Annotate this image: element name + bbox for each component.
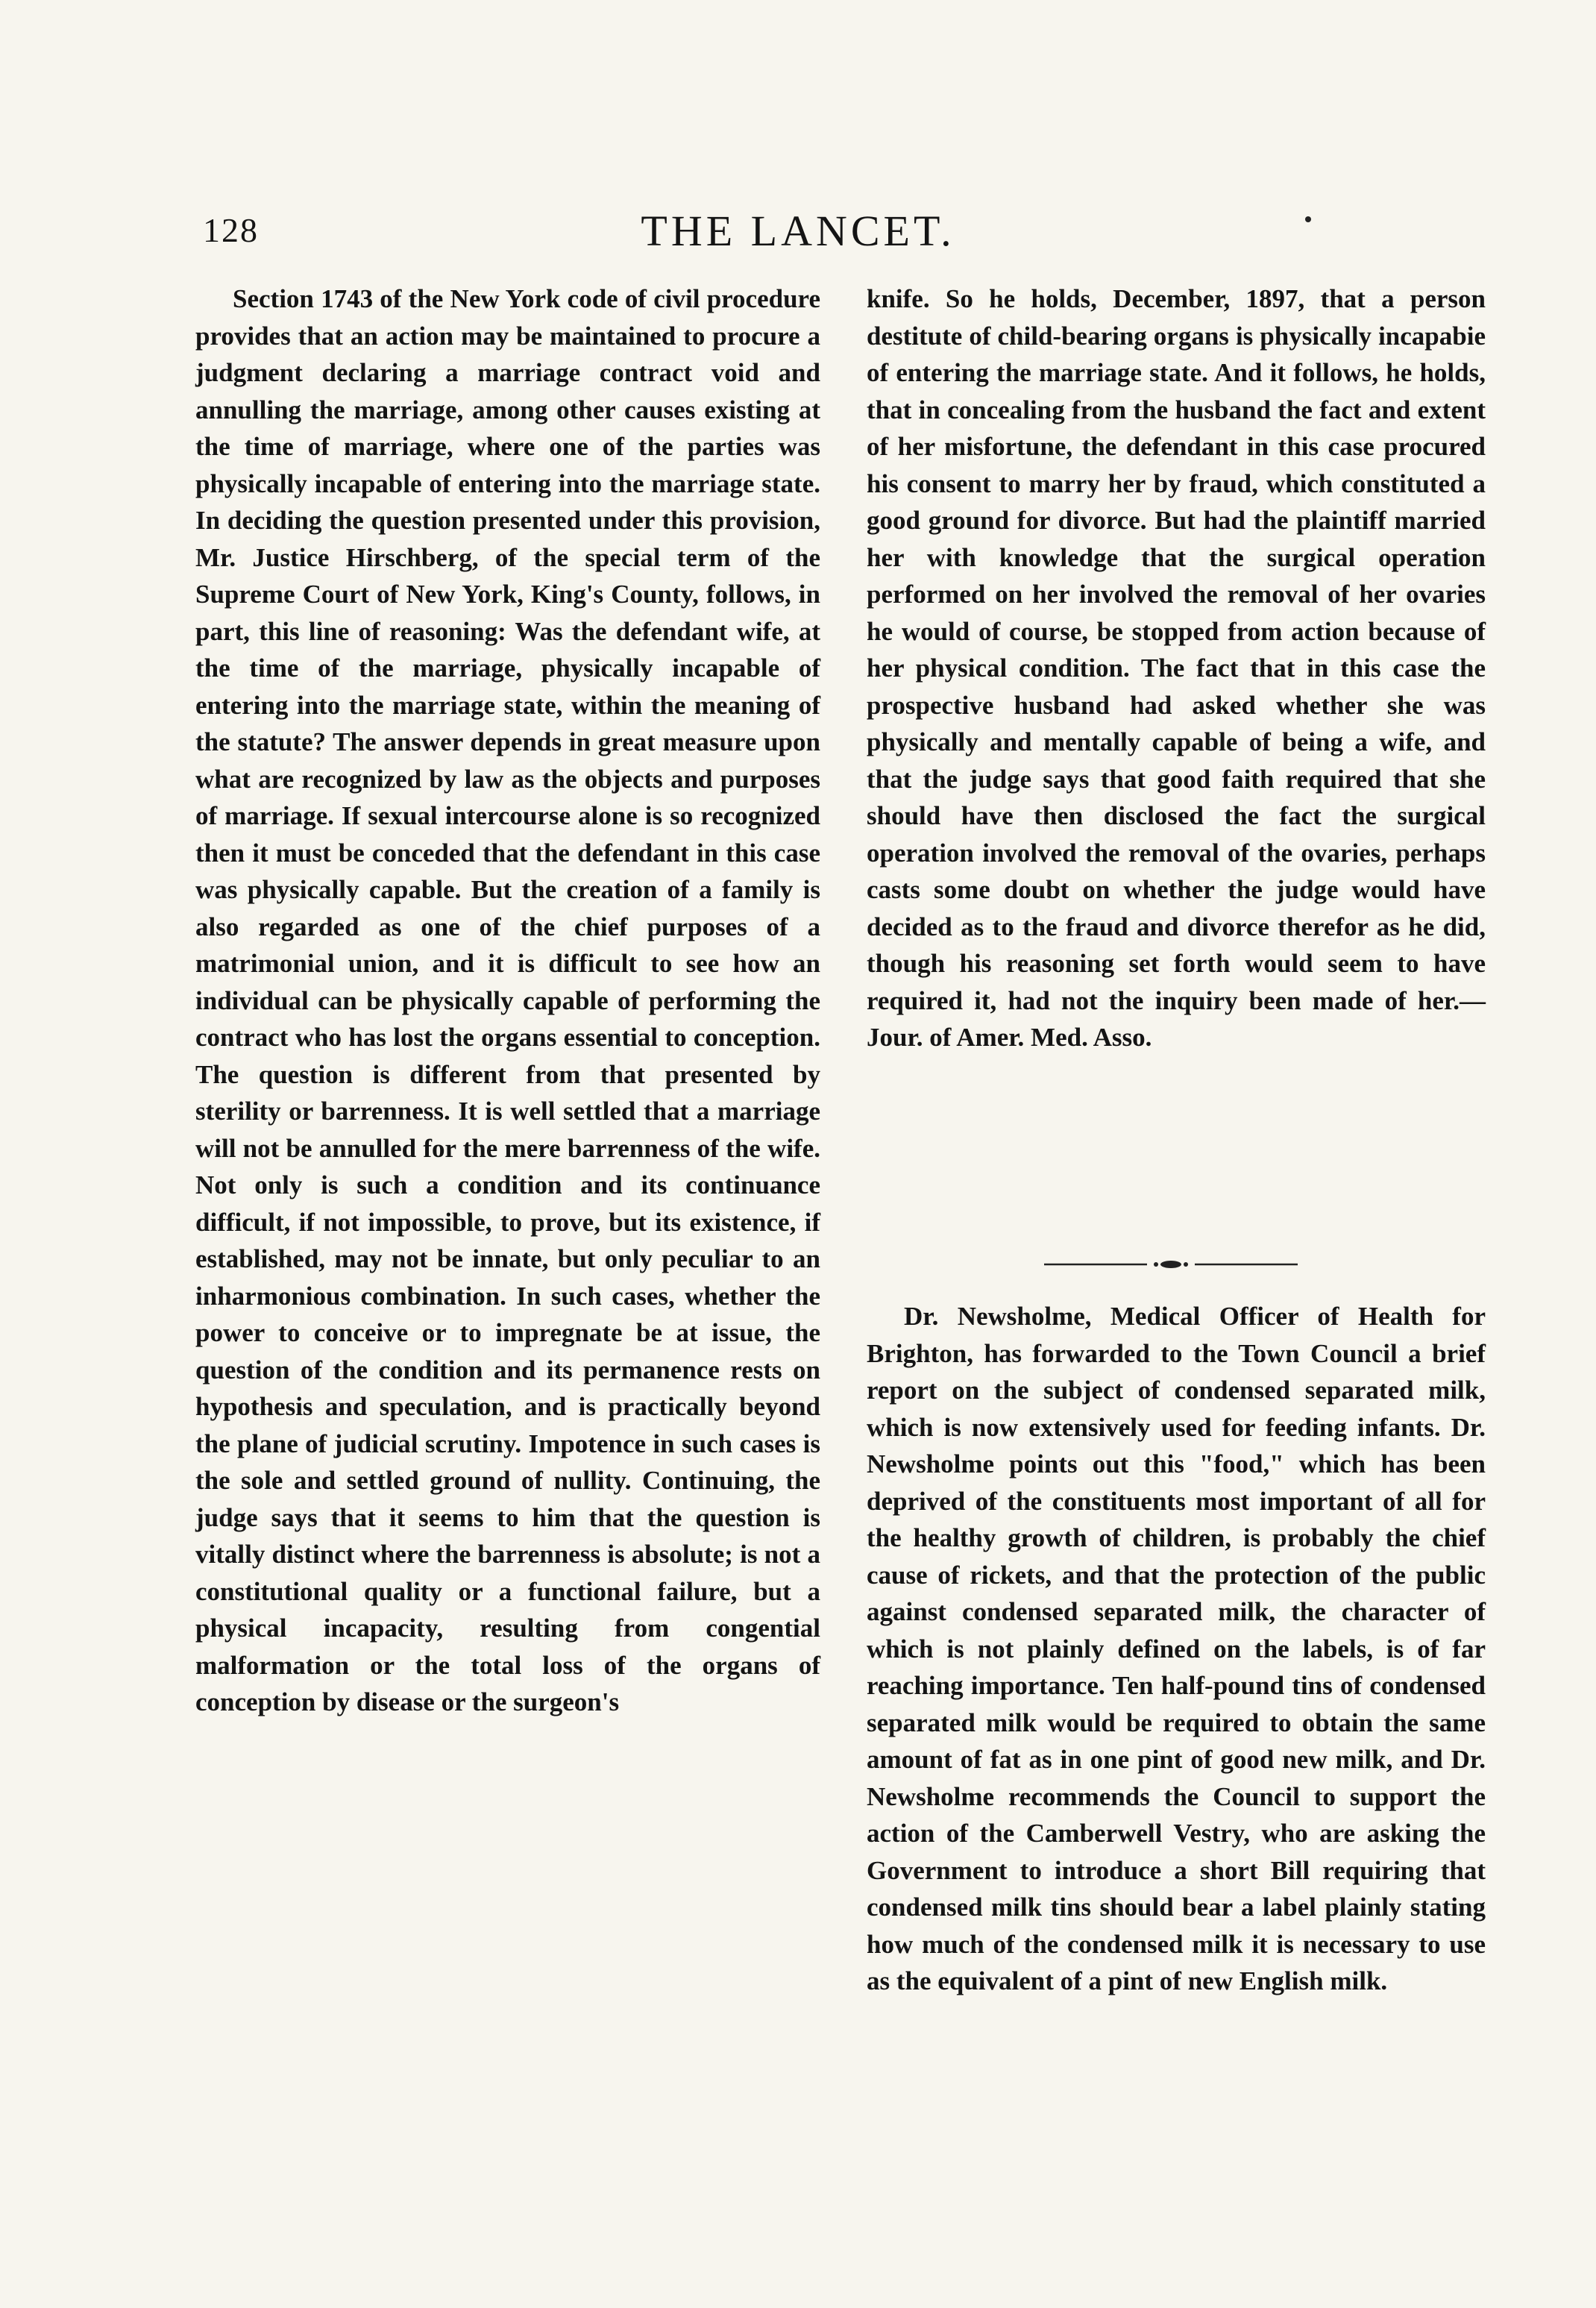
page-number: 128 <box>203 211 259 249</box>
section-divider-ornament <box>1044 1259 1298 1270</box>
marriage-annulment-article-text: Section 1743 of the New York code of civil procedure provides that an action may be maintained to procure a judgment declaring a marriage contract void and annulling the marriage, among other causes existing at the time of marriage, where one of the parties was physically incapable of entering into the marriage state. In deciding the question presented under this provision, Mr. Justice Hirschberg, of the special term of the Supreme Court of New York, King's County, follows, in part, this line of reasoning: Was the defendant wife, at the time of the marriage, physically incapable of entering into the marriage state, within the meaning of the statute? The answer depends in great measure upon what are recognized by law as the objects and purposes of marriage. If sexual intercourse alone is so recognized then it must be conceded that the defendant in this case was physically capable. But the creation of a family is also regarded as one of the chief purposes of a matrimonial union, and it is difficult to see how an individual can be physically capable of performing the contract who has lost the organs essential to conception. The question is different from that presented by sterility or barrenness. It is well settled that a marriage will not be annulled for the mere barrenness of the wife. Not only is such a condition and its continuance difficult, if not impossible, to prove, but its existence, if established, may not be innate, but only peculiar to an inharmonious combination. In such cases, whether the power to conceive or to impregnate be at issue, the question of the condition and its permanence rests on hypothesis and speculation, and is practically beyond the plane of judicial scrutiny. Impotence in such cases is the sole and settled ground of nullity. Continuing, the judge says that it seems to him that the question is vitally distinct where the barrenness is absolute; is not a constitutional quality or a functional failure, but a physical incapacity, resulting from congential malformation or the total loss of the organs of conception by disease or the surgeon's <box>195 284 820 1716</box>
left-column <box>195 280 820 1721</box>
right-column-bottom <box>867 1298 1486 2000</box>
marriage-annulment-article-continuation: knife. So he holds, December, 1897, that a person destitute of child-bearing organs is physically incapabie of entering the marriage state. And it follows, he holds, that in concealing from the husband the fact and extent of her misfortune, the defendant in this case procured his consent to marry her by fraud, which constituted a good ground for divorce. But had the plaintiff married her with knowledge that the surgical operation performed on her involved the removal of her ovaries he would of course, be stopped from action because of her physical condition. The fact that in this case the prospective husband had asked whether she was physically and mentally capable of being a wife, and that the judge says that good faith required that she should have then disclosed the fact the surgical operation involved the removal of the ovaries, perhaps casts some doubt on whether the judge would have decided as to the fraud and divorce therefor as he did, though his reasoning set forth would seem to have required it, had not the inquiry been made of her.—Jour. of Amer. Med. Asso. <box>867 284 1486 1052</box>
header-dot-mark <box>1305 216 1311 222</box>
right-column-top <box>867 280 1486 1056</box>
condensed-milk-article-text: Dr. Newsholme, Medical Officer of Health for Brighton, has forwarded to the Town Council a brief report on the subject of condensed separated milk, which is now extensively used for feeding infants. Dr. Newsholme points out this "food," which has been deprived of the constituents most important of all for the healthy growth of children, is probably the chief cause of rickets, and that the protection of the public against condensed separated milk, the character of which is not plainly defined on the labels, is of far reaching importance. Ten half-pound tins of condensed separated milk would be required to obtain the same amount of fat as in one pint of good new milk, and Dr. Newsholme recommends the Council to support the action of the Camberwell Vestry, who are asking the Government to introduce a short Bill requiring that condensed milk tins should bear a label plainly stating how much of the condensed milk it is necessary to use as the equivalent of a pint of new English milk. <box>867 1302 1486 1995</box>
running-title: THE LANCET. <box>641 207 955 255</box>
